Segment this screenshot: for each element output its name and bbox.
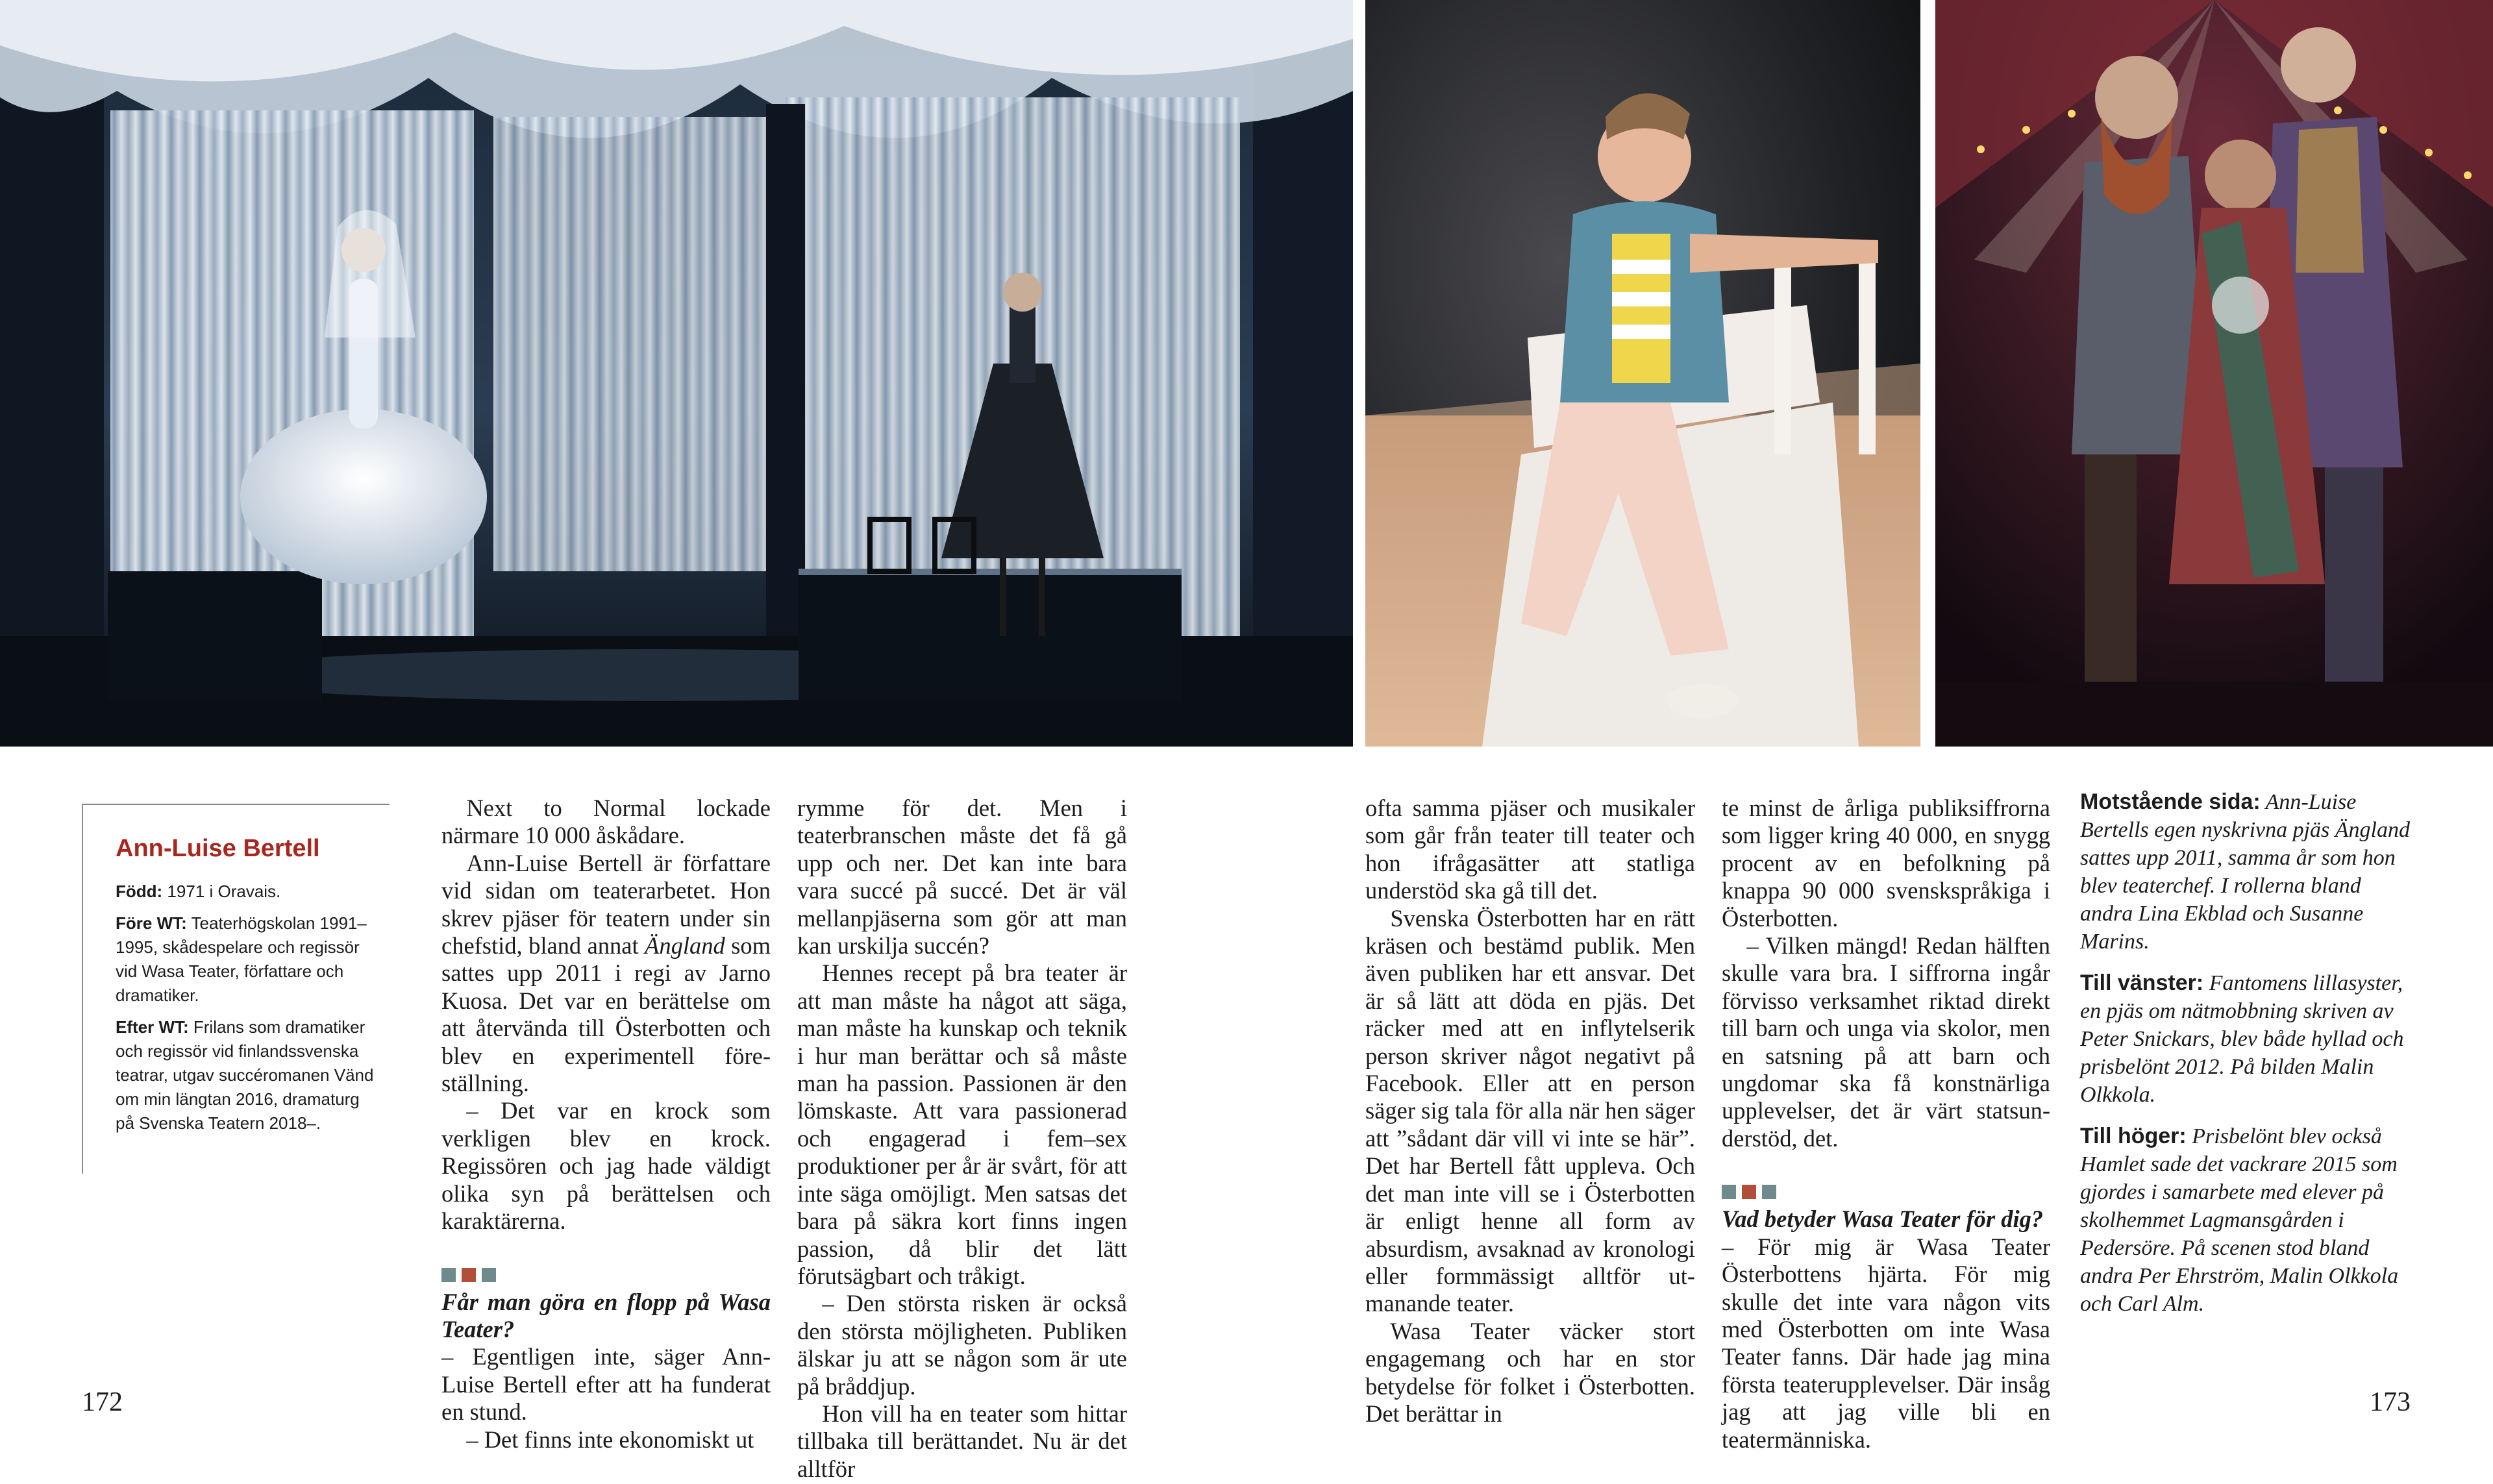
interview-question: Får man göra en flopp på Wasa Teater? bbox=[441, 1288, 771, 1342]
fact-born bbox=[116, 880, 382, 904]
article-column-2 bbox=[797, 795, 1127, 1483]
caption-text: Fantomens lillasyster, en pjäs om nätmobbning skriven av Peter Snickars, blev både hyllad och prisbelönt 2012. På bilden Malin Olkkola. bbox=[2080, 971, 2404, 1107]
play-title: Ängland bbox=[645, 932, 725, 959]
col1-paragraph: Next to Normal lockade närmare 10 000 åskådare. bbox=[441, 795, 771, 849]
fact-box-left-rule bbox=[82, 804, 83, 1174]
chair-photo bbox=[1365, 0, 1920, 747]
marker-square bbox=[1742, 1185, 1756, 1199]
page-number-left: 172 bbox=[82, 1387, 123, 1417]
caption-label: Motstående sida: bbox=[2080, 789, 2261, 814]
col4-paragraph: – För mig är Wasa Teater Österbottens hjärta. För mig skulle det inte vara någon vits med Österbotten om inte Wasa Teater fanns. Där hade jag mina första teaterupplevelser. Där insåg jag att jag ville bli en teatermänniska. bbox=[1722, 1233, 2050, 1453]
fact-born-label: Född: bbox=[116, 882, 163, 901]
col1-paragraph: – Egentligen inte, säger Ann-Luise Bertell efter att ha funderat en stund. bbox=[441, 1343, 771, 1426]
stage-photo bbox=[0, 0, 1353, 747]
section-markers bbox=[441, 1268, 771, 1282]
photo-captions bbox=[2080, 788, 2418, 1331]
caption-text: Ann-Luise Bertells egen nyskrivna pjäs Ängland sattes upp 2011, samma år som hon blev teaterchef. I rollerna bland andra Lina Ekblad och Susanne Marins. bbox=[2080, 790, 2411, 954]
col3-paragraph: Svenska Österbotten har en rätt kräsen och bestämd publik. Men även publiken har ett ansvar. Det är så lätt att döda en pjäs. Det räcker med att en inflytelserik person skriver något negativt på Facebook. Eller att en person säger sig tala för alla när hen säger att ”sådant där vill vi inte se här”. Det har Bertell fått uppleva. Och det man inte vill se i Österbotten är enligt henne all form av absurdism, avsaknad av kronologi eller formmässigt alltför utmanande teater. bbox=[1365, 904, 1695, 1317]
article-column-4 bbox=[1722, 795, 2050, 1453]
col1-text: Ann-Luise Bertell är författare vid sidan om teaterarbetet. Hon skrev pjäser för teatern under sin chefstid, bland annat bbox=[441, 849, 771, 959]
fact-after bbox=[116, 1015, 382, 1135]
col2-paragraph: Hennes recept på bra teater är att man måste ha något att säga, man måste ha kunskap och teknik i hur man berättar och så måste man ha passion. Passionen är den lömskaste. Att vara passionerad och engagerad i fem–sex produktioner per år är svårt, för att inte säga omöjligt. Men satsas det bara på säkra kort finns ingen passion, då blir det lätt förutsägbart och tråkigt. bbox=[797, 959, 1127, 1289]
col2-paragraph: Hon vill ha en teater som hittar tillbaka till berättandet. Nu är det alltför bbox=[797, 1400, 1127, 1482]
col3-paragraph: ofta samma pjäser och musikaler som går från teater till teater och hon ifrågasätter att statliga understöd ska gå till det. bbox=[1365, 795, 1695, 904]
person-name: Ann-Luise Bertell bbox=[116, 835, 320, 862]
col1-paragraph bbox=[441, 850, 771, 1098]
caption-label: Till höger: bbox=[2080, 1124, 2187, 1148]
section-markers bbox=[1722, 1185, 2050, 1199]
col1-text: som sattes upp 2011 i regi av Jarno Kuosa. Det var en berättelse om att återvända till Österbotten och blev en experimentell föreställning. bbox=[441, 932, 771, 1097]
col4-paragraph: – Vilken mängd! Redan hälften skulle vara bra. I siffrorna ingår förvisso verksamhet riktad direkt till barn och unga via skolor, men en satsning på att barn och ungdomar ska få konstnärliga upplevelser, det är värt statsunderstöd, det. bbox=[1722, 932, 2050, 1152]
circus-photo bbox=[1935, 0, 2493, 747]
article-column-3 bbox=[1365, 795, 1695, 1428]
interview-question: Vad betyder Wasa Teater för dig? bbox=[1722, 1206, 2044, 1233]
fact-after-label: Efter WT: bbox=[116, 1017, 189, 1037]
col3-paragraph: Wasa Teater väcker stort engagemang och har en stor betydelse för folket i Österbotten. Det berättar in bbox=[1365, 1317, 1695, 1427]
fact-before-text: Teaterhögskolan 1991–1995, skådespelare och regissör vid Wasa Teater, författare och dramatiker. bbox=[116, 913, 367, 1005]
fact-before bbox=[116, 911, 382, 1008]
caption-left bbox=[2080, 969, 2418, 1109]
caption-text: Prisbelönt blev också Hamlet sade det vackrare 2015 som gjordes i samarbete med elever på skolhemmet Lagmansgården i Pedersöre. På scenen stod bland andra Per Ehrström, Malin Olkkola och Carl Alm. bbox=[2080, 1124, 2399, 1316]
fact-box-top-rule bbox=[82, 804, 390, 805]
fact-box bbox=[82, 804, 390, 1174]
col1-paragraph: – Det finns inte ekonomiskt ut bbox=[466, 1426, 754, 1453]
page-number-right: 173 bbox=[2370, 1387, 2411, 1417]
caption-label: Till vänster: bbox=[2080, 971, 2204, 995]
marker-square bbox=[441, 1268, 456, 1282]
marker-square bbox=[462, 1268, 476, 1282]
col1-paragraph: – Det var en krock som verkligen blev en krock. Regissören och jag hade väldigt olika syn på berättelsen och karaktärerna. bbox=[441, 1097, 771, 1235]
article-column-1 bbox=[441, 795, 771, 1453]
fact-before-label: Före WT: bbox=[116, 913, 187, 933]
col2-paragraph: rymme för det. Men i teaterbranschen måste det få gå upp och ner. Det kan inte bara vara succé på succé. Det är väl mellanpjäserna som gör att man kan urskilja succén? bbox=[797, 795, 1127, 959]
col4-paragraph: te minst de årliga publiksiffrorna som ligger kring 40 000, en snygg procent av en befolkning på knappa 90 000 svenskspråkiga i Österbotten. bbox=[1722, 795, 2050, 932]
fact-after-text: Frilans som dramatiker och regissör vid finlandssvenska teatrar, utgav succéromanen Vänd om min längtan 2016, dramaturg på Svenska Teatern 2018–. bbox=[116, 1017, 374, 1133]
marker-square bbox=[1722, 1185, 1736, 1199]
caption-right bbox=[2080, 1122, 2418, 1318]
marker-square bbox=[482, 1268, 496, 1282]
marker-square bbox=[1762, 1185, 1776, 1199]
caption-opposite bbox=[2080, 788, 2418, 956]
fact-born-text: 1971 i Oravais. bbox=[162, 882, 281, 901]
col2-paragraph: – Den största risken är också den största möjligheten. Publiken älskar ju att se någon som är ute på bråddjup. bbox=[797, 1290, 1127, 1400]
